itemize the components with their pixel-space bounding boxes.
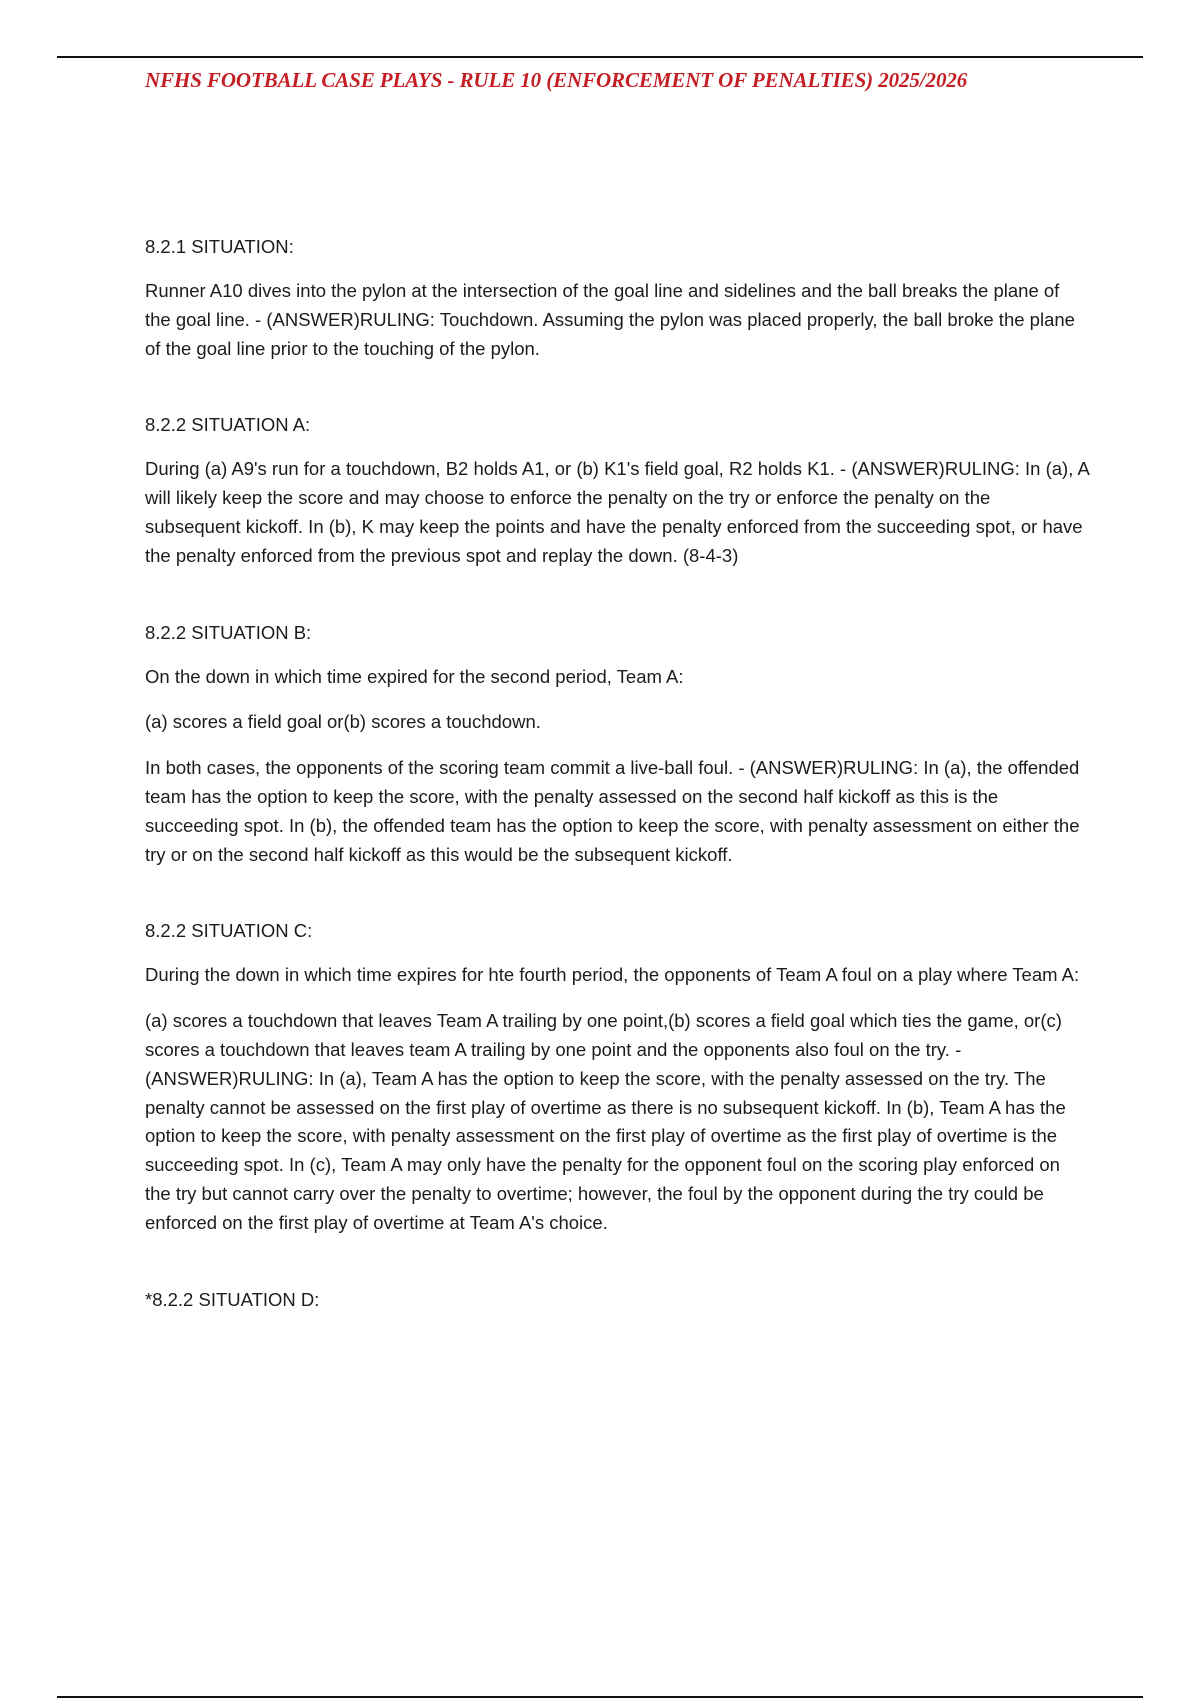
situation-8-2-2-b (145, 619, 1090, 870)
situation-heading: 8.2.2 SITUATION A: (145, 414, 311, 436)
situation-8-2-1 (145, 233, 1090, 363)
footer-rule (57, 1696, 1143, 1698)
situation-paragraph: In both cases, the opponents of the scoring team commit a live-ball foul. - (ANSWER)RULING: In (a), the offended team has the option to keep the score, with the penalty assessed on the second half kickoff as this is the succeeding spot. In (b), the offended team has the option to keep the score, with penalty assessment on either the try or on the second half kickoff as this would be the subsequent kickoff. (145, 757, 1080, 865)
situation-paragraph: (a) scores a field goal or(b) scores a touchdown. (145, 711, 541, 733)
situation-paragraph: Runner A10 dives into the pylon at the intersection of the goal line and sidelines and the ball breaks the plane of the goal line. - (ANSWER)RULING: Touchdown. Assuming the pylon was placed properly, the ball broke the plane of the goal line prior to the touching of the pylon. (145, 280, 1075, 359)
situation-paragraph: (a) scores a touchdown that leaves Team A trailing by one point,(b) scores a field goal which ties the game, or(c) scores a touchdown that leaves team A trailing by one point and the opponents also foul on the try. - (ANSWER)RULING: In (a), Team A has the option to keep the score, with the penalty assessed on the try. The penalty cannot be assessed on the first play of overtime as there is no subsequent kickoff. In (b), Team A has the option to keep the score, with penalty assessment on the first play of overtime as the first play of overtime is the succeeding spot. In (c), Team A may only have the penalty for the opponent foul on the scoring play enforced on the try but cannot carry over the penalty to overtime; however, the foul by the opponent during the try could be enforced on the first play of overtime at Team A's choice. (145, 1010, 1066, 1233)
situation-paragraph: During (a) A9's run for a touchdown, B2 holds A1, or (b) K1's field goal, R2 holds K1. - (ANSWER)RULING: In (a), A will likely keep the score and may choose to enforce the penalty on the try or enforce the penalty on the subsequent kickoff. In (b), K may keep the points and have the penalty enforced from the succeeding spot, or have the penalty enforced from the previous spot and replay the down. (8-4-3) (145, 458, 1089, 566)
situation-heading: 8.2.2 SITUATION C: (145, 920, 313, 942)
situation-heading: *8.2.2 SITUATION D: (145, 1288, 320, 1310)
situation-8-2-2-a (145, 411, 1090, 570)
situation-heading: 8.2.1 SITUATION: (145, 236, 294, 257)
situation-8-2-2-d (145, 1286, 1090, 1313)
situation-8-2-2-c (145, 917, 1090, 1237)
document-body (145, 233, 1090, 1361)
situation-paragraph: During the down in which time expires for hte fourth period, the opponents of Team A foul on a play where Team A: (145, 964, 1080, 986)
page-title: NFHS FOOTBALL CASE PLAYS - RULE 10 (ENFORCEMENT OF PENALTIES) 2025/2026 (145, 68, 968, 92)
situation-paragraph: On the down in which time expired for the second period, Team A: (145, 665, 684, 687)
header-rule (57, 56, 1143, 58)
situation-heading: 8.2.2 SITUATION B: (145, 621, 312, 643)
